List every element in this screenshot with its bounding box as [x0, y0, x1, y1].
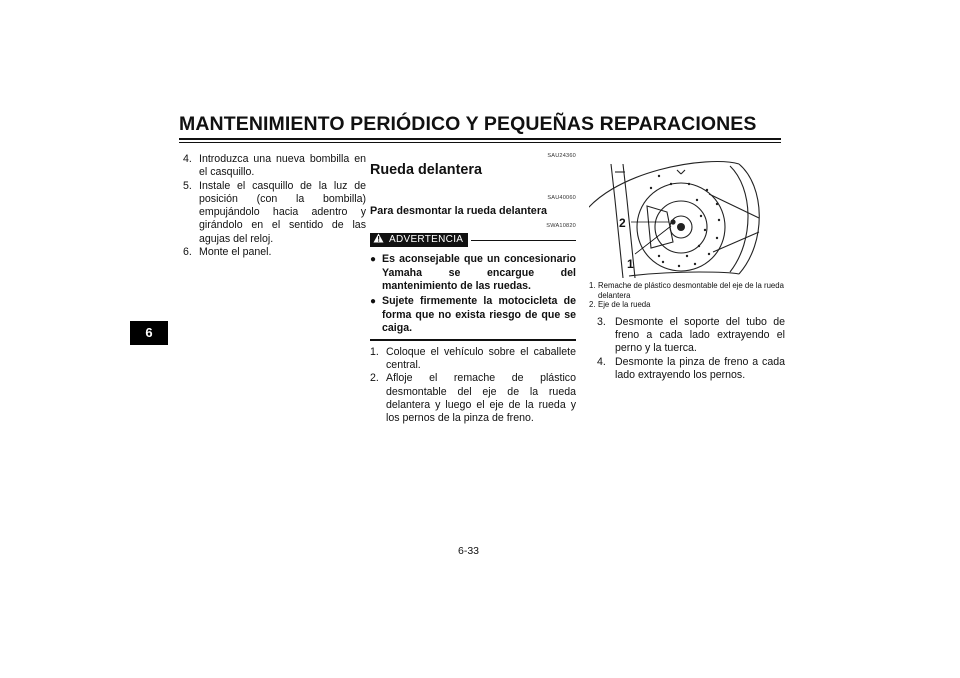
step-item	[370, 346, 576, 373]
warning-triangle-icon	[373, 233, 384, 248]
caption-item	[589, 300, 785, 310]
caption-text: Remache de plástico desmontable del eje de la rueda delantera	[598, 281, 784, 300]
step-number: 1.	[370, 345, 379, 358]
step-item	[597, 316, 785, 356]
subsection-heading: Para desmontar la rueda delantera	[370, 204, 548, 217]
step-number: 4.	[183, 153, 192, 165]
caption-text: Eje de la rueda	[598, 300, 651, 310]
chapter-tab[interactable]: 6	[130, 321, 168, 345]
section-heading: Rueda delantera	[370, 162, 482, 179]
step-number: 5.	[183, 179, 192, 192]
step-number: 6.	[183, 246, 192, 259]
reference-code: SWA10820	[546, 223, 576, 230]
title-rule-bottom	[179, 142, 781, 144]
warning-end-rule	[370, 339, 576, 341]
front-wheel-illustration	[589, 160, 785, 278]
step-item	[183, 153, 366, 180]
step-number: 3.	[597, 315, 606, 328]
figure-callout: 1	[627, 257, 634, 271]
step-item	[370, 372, 576, 425]
warning-badge	[370, 233, 468, 247]
warning-bullet	[370, 253, 576, 293]
page-title: MANTENIMIENTO PERIÓDICO Y PEQUEÑAS REPARACIONES	[179, 113, 757, 135]
warning-bullet	[370, 295, 576, 335]
step-text: Monte el panel.	[199, 246, 272, 259]
caption-item	[589, 281, 785, 300]
warning-text: Es aconsejable que un concesionario Yamaha se encargue del mantenimiento de las ruedas.	[382, 253, 576, 293]
step-text: Instale el casquillo de la luz de posición (con la bombilla) empujándolo hacia adentro y girándolo en el sentido de las agujas del reloj.	[199, 179, 366, 245]
step-text: Desmonte la pinza de freno a cada lado extrayendo los pernos.	[615, 355, 785, 381]
warning-rule	[471, 240, 576, 242]
step-text: Introduzca una nueva bombilla en el casquillo.	[199, 153, 366, 179]
reference-code: SAU24360	[547, 153, 576, 159]
figure-callout: 2	[619, 216, 626, 230]
warning-text: Sujete firmemente la motocicleta de forma que no exista riesgo de que se caiga.	[382, 295, 576, 334]
step-number: 2.	[370, 372, 379, 385]
warning-header	[370, 232, 576, 248]
reference-code: SAU40060	[547, 194, 576, 201]
column-1	[183, 153, 366, 259]
caption-number: 1.	[589, 281, 596, 290]
bullet-dot-icon: ●	[370, 254, 377, 266]
step-item	[183, 246, 366, 259]
steps-list	[589, 316, 785, 382]
step-item	[183, 180, 366, 246]
title-rule-top	[179, 138, 781, 140]
figure-caption	[589, 281, 785, 310]
column-3	[589, 160, 785, 382]
warning-label: ADVERTENCIA	[389, 234, 464, 246]
step-item	[597, 356, 785, 383]
caption-number: 2.	[589, 300, 596, 310]
step-text: Afloje el remache de plástico desmontable del eje de la rueda delantera y luego el eje de la rueda y los pernos de la pinza de freno.	[386, 372, 576, 425]
column-2	[370, 150, 576, 426]
step-text: Desmonte el soporte del tubo de freno a cada lado extrayendo el perno y la tuerca.	[615, 315, 785, 355]
page-number: 6-33	[458, 545, 480, 557]
bullet-dot-icon: ●	[370, 296, 377, 308]
step-text: Coloque el vehículo sobre el caballete central.	[386, 345, 576, 372]
step-number: 4.	[597, 355, 606, 368]
